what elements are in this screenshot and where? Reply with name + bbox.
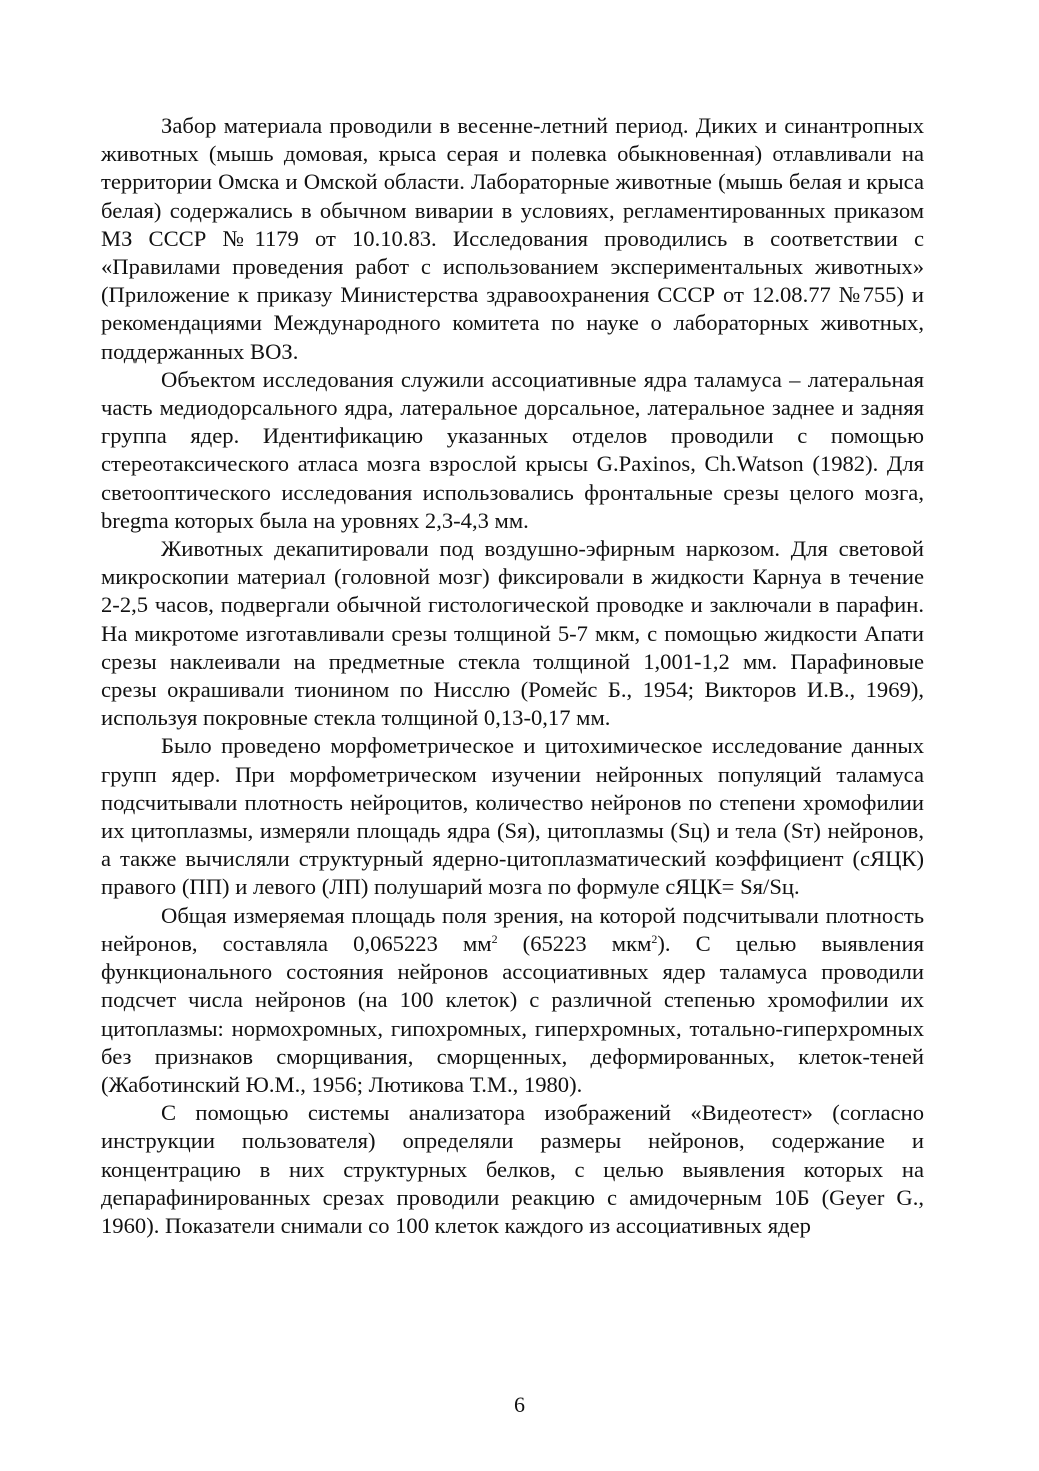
document-body	[101, 112, 924, 1240]
field-of-view-text-1: Общая измеряемая площадь поля зрения, на которой подсчитывали плотность нейронов, составляла 0,065223 мм	[101, 902, 924, 956]
paragraph-morphometry: Было проведено морфометрическое и цитохимическое исследование данных групп ядер. При морфометрическом изучении нейронных популяций таламуса подсчитывали плотность нейроцитов, количество нейронов по степени хромофилии их цитоплазмы, измеряли площадь ядра (Sя), цитоплазмы (Sц) и тела (Sт) нейронов, а также вычисляли структурный ядерно-цитоплазматический коэффициент (сЯЦК) правого (ПП) и левого (ЛП) полушарий мозга по формуле сЯЦК= Sя/Sц.	[101, 733, 924, 900]
page-number: 6	[514, 1392, 525, 1417]
paragraph-preparation-method: Животных декапитировали под воздушно-эфирным наркозом. Для световой микроскопии материал (головной мозг) фиксировали в жидкости Карнуа в течение 2-2,5 часов, подвергали обычной гистологической проводке и заключали в парафин. На микротоме изготавливали срезы толщиной 5-7 мкм, с помощью жидкости Апати срезы наклеивали на предметные стекла толщиной 1,001-1,2 мм. Парафиновые срезы окрашивали тионином по Нисслю (Ромейс Б., 1954; Викторов И.В., 1969), используя покровные стекла толщиной 0,13-0,17 мм.	[101, 536, 924, 731]
paragraph-field-of-view	[101, 902, 924, 1099]
paragraph-research-object: Объектом исследования служили ассоциативные ядра таламуса – латеральная часть медиодорсального ядра, латеральное дорсальное, латеральное заднее и задняя группа ядер. Идентификацию указанных отделов проводили с помощью стереотаксического атласа мозга взрослой крысы G.Paxinos, Ch.Watson (1982). Для светооптического исследования использовались фронтальные срезы целого мозга, bregma которых была на уровнях 2,3-4,3 мм.	[101, 366, 924, 533]
superscript-square-2: 2	[651, 931, 658, 946]
paragraph-image-analysis: С помощью системы анализатора изображений «Видеотест» (согласно инструкции пользователя) определяли размеры нейронов, содержание и концентрацию в них структурных белков, с целью выявления которых на депарафинированных срезах проводили реакцию с амидочерным 10Б (Geyer G., 1960). Показатели снимали со 100 клеток каждого из ассоциативных ядер	[101, 1100, 924, 1238]
field-of-view-text-2: (65223 мкм	[497, 930, 652, 956]
field-of-view-text-3: ). С целью выявления функционального состояния нейронов ассоциативных ядер таламуса проводили подсчет числа нейронов (на 100 клеток) с различной степенью хромофилии их цитоплазмы: нормохромных, гипохромных, гиперхромных, тотально-гиперхромных без признаков сморщивания, сморщенных, деформированных, клеток-теней (Жаботинский Ю.М., 1956; Лютикова Т.М., 1980).	[101, 930, 924, 1097]
superscript-square-1: 2	[491, 931, 498, 946]
paragraph-material-collection: Забор материала проводили в весенне-летний период. Диких и синантропных животных (мышь домовая, крыса серая и полевка обыкновенная) отлавливали на территории Омска и Омской области. Лабораторные животные (мышь белая и крыса белая) содержались в обычном виварии в условиях, регламентированных приказом МЗ СССР №1179 от 10.10.83. Исследования проводились в соответствии с «Правилами проведения работ с использованием экспериментальных животных» (Приложение к приказу Министерства здравоохранения СССР от 12.08.77 №755) и рекомендациями Международного комитета по науке о лабораторных животных, поддержанных ВОЗ.	[101, 113, 924, 364]
